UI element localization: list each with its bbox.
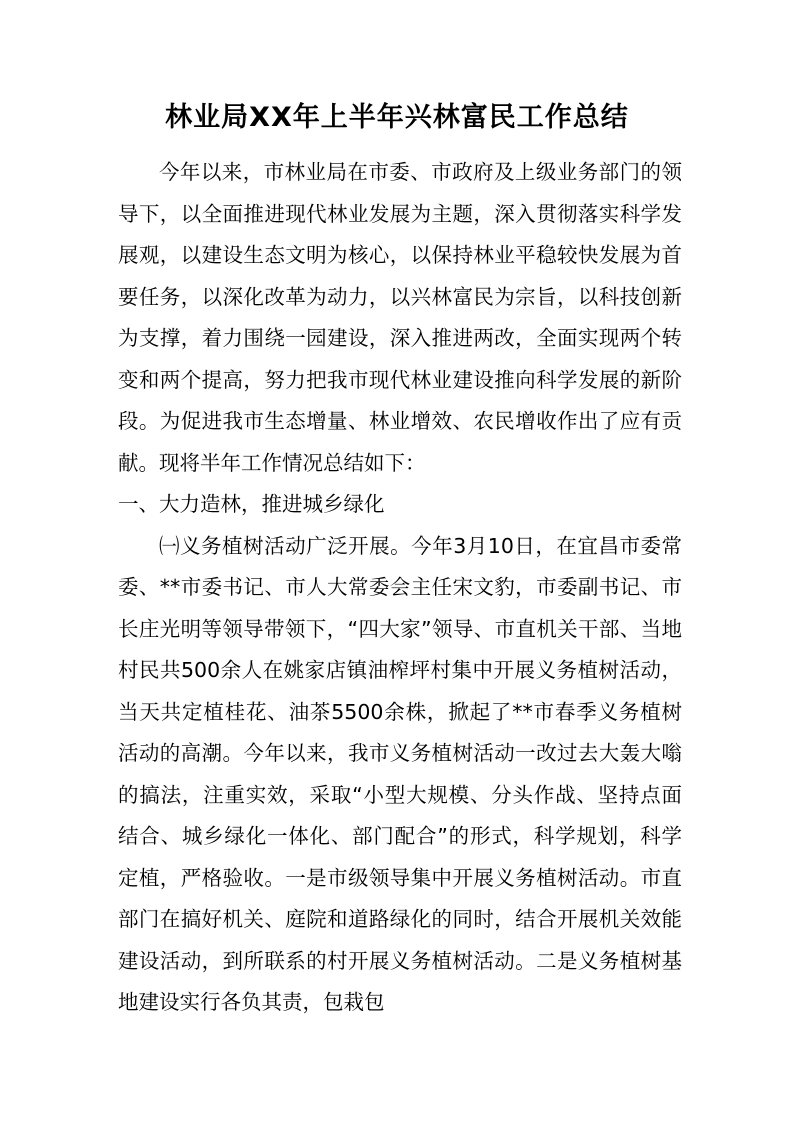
intro-paragraph: 今年以来，市林业局在市委、市政府及上级业务部门的领导下，以全面推进现代林业发展为主题，深入贯彻落实科学发展观，以建设生态文明为核心，以保持林业平稳较快发展为首要任务，以深化改革为动力，以兴林富民为宗旨，以科技创新为支撑，着力围绕一园建设，深入推进两改，全面实现两个转变和两个提高，努力把我市现代林业建设推向科学发展的新阶段。为促进我市生态增量、林业增效、农民增收作出了应有贡献。现将半年工作情况总结如下： [118,160,682,475]
document-body [118,152,682,1024]
document-title: 林业局XX年上半年兴林富民工作总结 [165,102,629,133]
section-paragraph: ㈠义务植树活动广泛开展。今年3月10日，在宜昌市委常委、**市委书记、市人大常委会主任宋文豹，市委副书记、市长庄光明等领导带领下，“四大家”领导、市直机关干部、当地村民共500余人在姚家店镇油榨坪村集中开展义务植树活动，当天共定植桂花、油茶5500余株，掀起了**市春季义务植树活动的高潮。今年以来，我市义务植树活动一改过去大轰大嗡的搞法，注重实效，采取“小型大规模、分头作战、坚持点面结合、城乡绿化一体化、部门配合”的形式，科学规划，科学定植，严格验收。一是市级领导集中开展义务植树活动。市直部门在搞好机关、庭院和道路绿化的同时，结合开展机关效能建设活动，到所联系的村开展义务植树活动。二是义务植树基地建设实行各负其责，包栽包 [118,533,682,1014]
section-heading: 一、大力造林，推进城乡绿化 [118,492,385,516]
